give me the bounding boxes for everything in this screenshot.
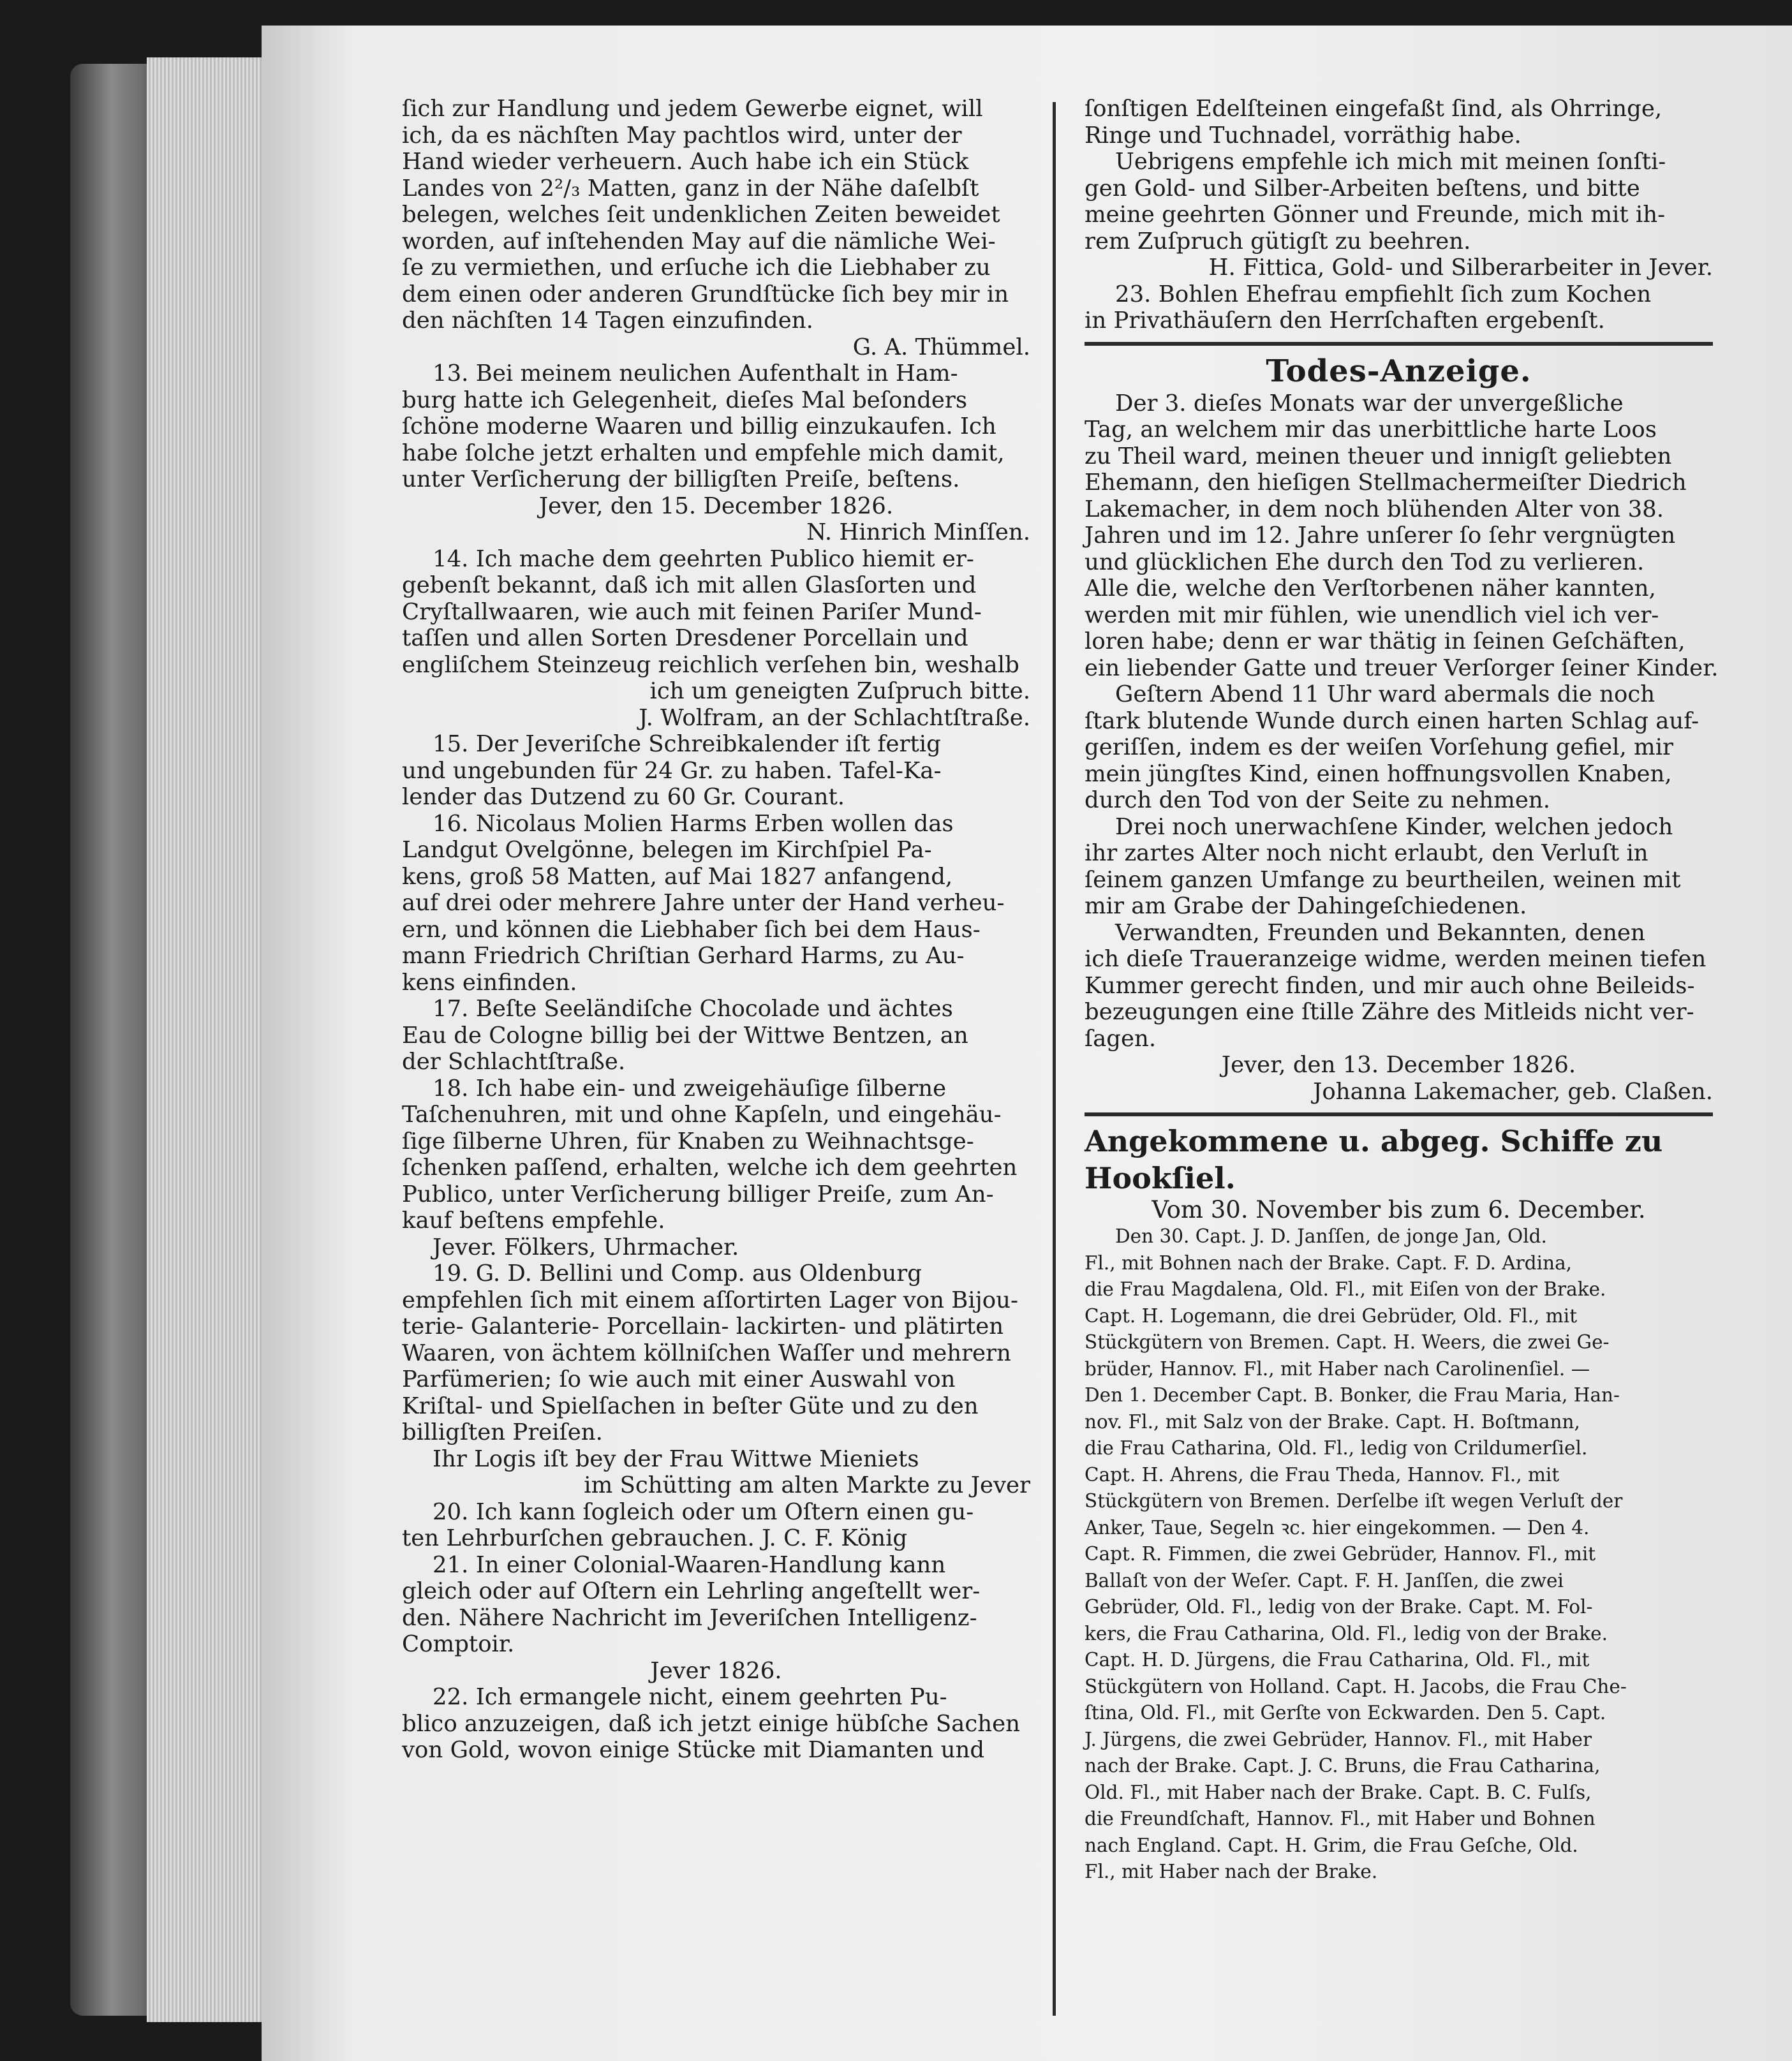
column-divider: [1053, 102, 1056, 2016]
text-line: kens einfinden.: [402, 969, 577, 996]
text-line: Jahren und im 12. Jahre unſerer ſo ſehr vergnügten: [1085, 522, 1676, 549]
text-line: Landes von 2²/₃ Matten, ganz in der Nähe daſelbſt: [402, 175, 979, 202]
advertisement-continuation: [1085, 96, 1713, 334]
text-line: Fl., mit Bohnen nach der Brake. Capt. F. D. Ardina,: [1085, 1252, 1573, 1274]
text-line: Tag, an welchem mir das unerbittliche harte Loos: [1085, 417, 1657, 443]
text-line: Capt. H. Ahrens, die Frau Theda, Hannov. Fl., mit: [1085, 1463, 1560, 1486]
text-line: Waaren, von ächtem köllniſchen Waſſer und mehrern: [402, 1340, 1011, 1366]
text-line: Lakemacher, in dem noch blühenden Alter von 38.: [1085, 496, 1664, 522]
right-column: [1085, 96, 1719, 1886]
text-line: meine geehrten Gönner und Freunde, mich mit ih-: [1085, 202, 1666, 228]
text-line: in Privathäuſern den Herrſchaften ergebenſt.: [1085, 307, 1605, 334]
text-line: Anker, Taue, Segeln ꝛc. hier eingekommen. — Den 4.: [1085, 1516, 1590, 1539]
text-line: Cryſtallwaaren, wie auch mit feinen Pariſer Mund-: [402, 598, 982, 625]
text-line: ſchöne moderne Waaren und billig einzukaufen. Ich: [402, 413, 996, 440]
text-line: empfehlen ſich mit einem aſſortirten Lager von Bijou-: [402, 1287, 1018, 1313]
text-line: rem Zuſpruch gütigſt zu beehren.: [1085, 228, 1471, 255]
text-line: ſich zur Handlung und jedem Gewerbe eignet, will: [402, 96, 983, 122]
ships-subheading: Vom 30. November bis zum 6. December.: [1151, 1196, 1646, 1223]
text-line: 21. In einer Colonial-Waaren-Handlung kann: [433, 1551, 946, 1578]
text-line: lender das Dutzend zu 60 Gr. Courant.: [402, 784, 845, 810]
text-line: H. Fittica, Gold- und Silberarbeiter in Jever.: [1208, 255, 1713, 281]
text-line: Capt. R. Fimmen, die zwei Gebrüder, Hannov. Fl., mit: [1085, 1543, 1596, 1565]
text-line: Taſchenuhren, mit und ohne Kapſeln, und eingehäu-: [402, 1102, 1002, 1128]
text-line: Jever, den 13. December 1826.: [1221, 1052, 1576, 1078]
text-line: 17. Beſte Seeländiſche Chocolade und ächtes: [433, 996, 953, 1022]
text-line: Den 1. December Capt. B. Bonker, die Frau Maria, Han-: [1085, 1384, 1620, 1406]
text-line: ern, und können die Liebhaber ſich bei dem Haus-: [402, 916, 981, 943]
text-line: gleich oder auf Oſtern ein Lehrling angeſtellt wer-: [402, 1578, 981, 1604]
text-line: nov. Fl., mit Salz von der Brake. Capt. H. Boſtmann,: [1085, 1410, 1580, 1433]
text-line: Capt. H. Logemann, die drei Gebrüder, Old. Fl., mit: [1085, 1304, 1578, 1327]
text-line: Publico, unter Verſicherung billiger Preiſe, zum An-: [402, 1181, 994, 1208]
text-line: taſſen und allen Sorten Dresdener Porcellain und: [402, 625, 968, 651]
text-line: Jever. Fölkers, Uhrmacher.: [433, 1234, 739, 1260]
ships-heading: Angekommene u. abgeg. Schiffe zu Hookſiel.: [1085, 1124, 1663, 1195]
text-line: bezeugungen eine ſtille Zähre des Mitleids nicht ver-: [1085, 999, 1694, 1025]
text-line: gebenſt bekannt, daß ich mit allen Glasſorten und: [402, 572, 977, 598]
text-line: kens, groß 58 Matten, auf Mai 1827 anfangend,: [402, 863, 953, 890]
ships-list: [1085, 1223, 1713, 1886]
text-line: 20. Ich kann ſogleich oder um Oſtern einen gu-: [433, 1498, 974, 1525]
text-line: die Frau Magdalena, Old. Fl., mit Eiſen von der Brake.: [1085, 1278, 1606, 1300]
text-line: und ungebunden für 24 Gr. zu haben. Tafel-Ka-: [402, 757, 942, 784]
text-line: ſe zu vermiethen, und erſuche ich die Liebhaber zu: [402, 255, 991, 281]
text-line: Ehemann, den hieſigen Stellmachermeiſter Diedrich: [1085, 469, 1687, 496]
text-line: mein jüngſtes Kind, einen hoffnungsvollen Knaben,: [1085, 760, 1672, 787]
text-line: den nächſten 14 Tagen einzufinden.: [402, 307, 813, 334]
text-line: Verwandten, Freunden und Bekannten, denen: [1115, 919, 1645, 946]
text-line: Gebrüder, Old. Fl., ledig von der Brake. Capt. M. Fol-: [1085, 1596, 1593, 1618]
text-line: blico anzuzeigen, daß ich jetzt einige hübſche Sachen: [402, 1710, 1020, 1737]
text-line: G. A. Thümmel.: [852, 334, 1030, 360]
text-line: 13. Bei meinem neulichen Aufenthalt in Ham-: [433, 360, 958, 387]
text-line: ſchenken paſſend, erhalten, welche ich dem geehrten: [402, 1155, 1018, 1181]
text-line: ſagen.: [1085, 1025, 1157, 1052]
text-line: Stückgütern von Bremen. Derſelbe iſt wegen Verluſt der: [1085, 1490, 1623, 1512]
text-line: mir am Grabe der Dahingeſchiedenen.: [1085, 893, 1527, 919]
text-line: engliſchem Steinzeug reichlich verſehen bin, weshalb: [402, 651, 1019, 678]
text-line: J. Wolfram, an der Schlachtſtraße.: [639, 704, 1030, 731]
text-line: 14. Ich mache dem geehrten Publico hiemit er-: [433, 545, 974, 572]
text-line: der Schlachtſtraße.: [402, 1049, 626, 1075]
text-line: Jever, den 15. December 1826.: [538, 492, 894, 519]
text-line: ein liebender Gatte und treuer Verſorger ſeiner Kinder.: [1085, 654, 1719, 681]
text-line: Capt. H. D. Jürgens, die Frau Catharina, Old. Fl., mit: [1085, 1649, 1590, 1671]
text-line: und glücklichen Ehe durch den Tod zu verlieren.: [1085, 549, 1645, 575]
text-line: ten Lehrburſchen gebrauchen. J. C. F. König: [402, 1525, 908, 1551]
left-column: [402, 96, 1030, 1764]
text-line: die Frau Catharina, Old. Fl., ledig von Crildumerſiel.: [1085, 1437, 1588, 1459]
text-line: Landgut Ovelgönne, belegen im Kirchſpiel Pa-: [402, 837, 932, 863]
text-line: dem einen oder anderen Grundſtücke ſich bey mir in: [402, 281, 1009, 307]
text-line: mann Friedrich Chriſtian Gerhard Harms, zu Au-: [402, 943, 965, 969]
text-line: 15. Der Jeveriſche Schreibkalender iſt fertig: [433, 731, 941, 757]
text-line: Eau de Cologne billig bei der Wittwe Bentzen, an: [402, 1022, 968, 1049]
text-line: ich dieſe Traueranzeige widme, werden meinen tiefen: [1085, 946, 1707, 972]
text-line: Den 30. Capt. J. D. Janſſen, de jonge Jan, Old.: [1115, 1225, 1547, 1247]
text-line: ſtark blutende Wunde durch einen harten Schlag auf-: [1085, 707, 1699, 734]
text-line: ſige ſilberne Uhren, für Knaben zu Weihnachtsge-: [402, 1128, 974, 1155]
text-line: Stückgütern von Bremen. Capt. H. Weers, die zwei Ge-: [1085, 1331, 1610, 1353]
text-line: terie- Galanterie- Porcellain- lackirten- und plätirten: [402, 1313, 1004, 1340]
text-line: brüder, Hannov. Fl., mit Haber nach Carolinenſiel. —: [1085, 1357, 1590, 1380]
text-line: nach der Brake. Capt. J. C. Bruns, die Frau Catharina,: [1085, 1755, 1601, 1777]
text-line: worden, auf inſtehenden May auf die nämliche Wei-: [402, 228, 996, 255]
section-rule: [1085, 342, 1713, 346]
text-line: Alle die, welche den Verſtorbenen näher kannten,: [1085, 575, 1656, 602]
death-notice-body: [1085, 390, 1719, 1105]
text-line: 22. Ich ermangele nicht, einem geehrten Pu-: [433, 1684, 947, 1710]
text-line: ich, da es nächſten May pachtlos wird, unter der: [402, 122, 962, 149]
text-line: Ihr Logis iſt bey der Frau Wittwe Mieniets: [433, 1445, 919, 1472]
text-line: werden mit mir fühlen, wie unendlich viel ich ver-: [1085, 602, 1659, 628]
text-line: J. Jürgens, die zwei Gebrüder, Hannov. Fl., mit Haber: [1085, 1728, 1592, 1750]
text-line: 18. Ich habe ein- und zweigehäuſige ſilberne: [433, 1075, 947, 1102]
section-rule: [1085, 1112, 1713, 1116]
text-line: 16. Nicolaus Molien Harms Erben wollen das: [433, 810, 954, 837]
text-line: ich um geneigten Zuſpruch bitte.: [649, 678, 1030, 704]
text-line: Hand wieder verheuern. Auch habe ich ein Stück: [402, 149, 969, 175]
text-line: Stückgütern von Holland. Capt. H. Jacobs, die Frau Che-: [1085, 1675, 1627, 1697]
text-line: Drei noch unerwachſene Kinder, welchen jedoch: [1115, 813, 1673, 840]
text-line: durch den Tod von der Seite zu nehmen.: [1085, 787, 1550, 813]
text-line: 19. G. D. Bellini und Comp. aus Oldenburg: [433, 1260, 922, 1287]
text-line: geriſſen, indem es der weiſen Vorſehung gefiel, mir: [1085, 734, 1674, 760]
death-notice-heading: Todes-Anzeige.: [1266, 353, 1532, 389]
text-line: den. Nähere Nachricht im Jeveriſchen Intelligenz-: [402, 1604, 977, 1631]
text-line: auf drei oder mehrere Jahre unter der Hand verheu-: [402, 890, 1005, 916]
text-line: zu Theil ward, meinen theuer und innigſt geliebten: [1085, 443, 1672, 469]
page-stack-edge: [147, 57, 268, 2022]
text-line: Kummer gerecht finden, und mir auch ohne Beileids-: [1085, 972, 1695, 999]
text-line: loren habe; denn er war thätig in ſeinen Geſchäften,: [1085, 628, 1685, 654]
text-line: Johanna Lakemacher, geb. Claßen.: [1313, 1078, 1713, 1105]
text-line: Jever 1826.: [650, 1657, 782, 1684]
text-line: unter Verſicherung der billigſten Preiſe, beſtens.: [402, 466, 960, 492]
text-line: ihr zartes Alter noch nicht erlaubt, den Verluſt in: [1085, 840, 1648, 866]
text-line: Geſtern Abend 11 Uhr ward abermals die noch: [1115, 681, 1655, 707]
text-line: billigſten Preiſen.: [402, 1419, 603, 1445]
text-line: Der 3. dieſes Monats war der unvergeßliche: [1115, 390, 1624, 417]
text-line: kauf beſtens empfehle.: [402, 1208, 665, 1234]
text-line: Kriſtal- und Spielſachen in beſter Güte und zu den: [402, 1392, 979, 1419]
text-line: Ballaſt von der Weſer. Capt. F. H. Janſſen, die zwei: [1085, 1569, 1564, 1592]
text-line: ſonſtigen Edelſteinen eingefaßt ſind, als Ohrringe,: [1085, 96, 1662, 122]
text-line: belegen, welches ſeit undenklichen Zeiten beweidet: [402, 202, 1000, 228]
text-line: Fl., mit Haber nach der Brake.: [1085, 1861, 1378, 1882]
text-line: nach England. Capt. H. Grim, die Frau Geſche, Old.: [1085, 1834, 1578, 1856]
text-line: gen Gold- und Silber-Arbeiten beſtens, und bitte: [1085, 175, 1640, 202]
text-line: burg hatte ich Gelegenheit, dieſes Mal beſonders: [402, 387, 968, 413]
text-line: Parfümerien; ſo wie auch mit einer Auswahl von: [402, 1366, 956, 1392]
text-line: kers, die Frau Catharina, Old. Fl., ledig von der Brake.: [1085, 1622, 1608, 1644]
text-line: habe ſolche jetzt erhalten und empfehle mich damit,: [402, 440, 1005, 466]
text-line: von Gold, wovon einige Stücke mit Diamanten und: [402, 1737, 985, 1763]
text-line: Comptoir.: [402, 1631, 515, 1657]
text-line: Ringe und Tuchnadel, vorräthig habe.: [1085, 122, 1522, 149]
text-line: ſtina, Old. Fl., mit Gerſte von Eckwarden. Den 5. Capt.: [1085, 1702, 1606, 1724]
text-line: N. Hinrich Minſſen.: [806, 519, 1030, 545]
text-line: ſeinem ganzen Umfange zu beurtheilen, weinen mit: [1085, 866, 1681, 893]
text-line: Old. Fl., mit Haber nach der Brake. Capt. B. C. Fulſs,: [1085, 1781, 1592, 1803]
text-line: die Freundſchaft, Hannov. Fl., mit Haber und Bohnen: [1085, 1808, 1596, 1829]
text-line: Uebrigens empfehle ich mich mit meinen ſonſti-: [1115, 149, 1666, 175]
text-line: 23. Bohlen Ehefrau empfiehlt ſich zum Kochen: [1115, 281, 1652, 307]
text-line: im Schütting am alten Markte zu Jever: [584, 1472, 1030, 1498]
